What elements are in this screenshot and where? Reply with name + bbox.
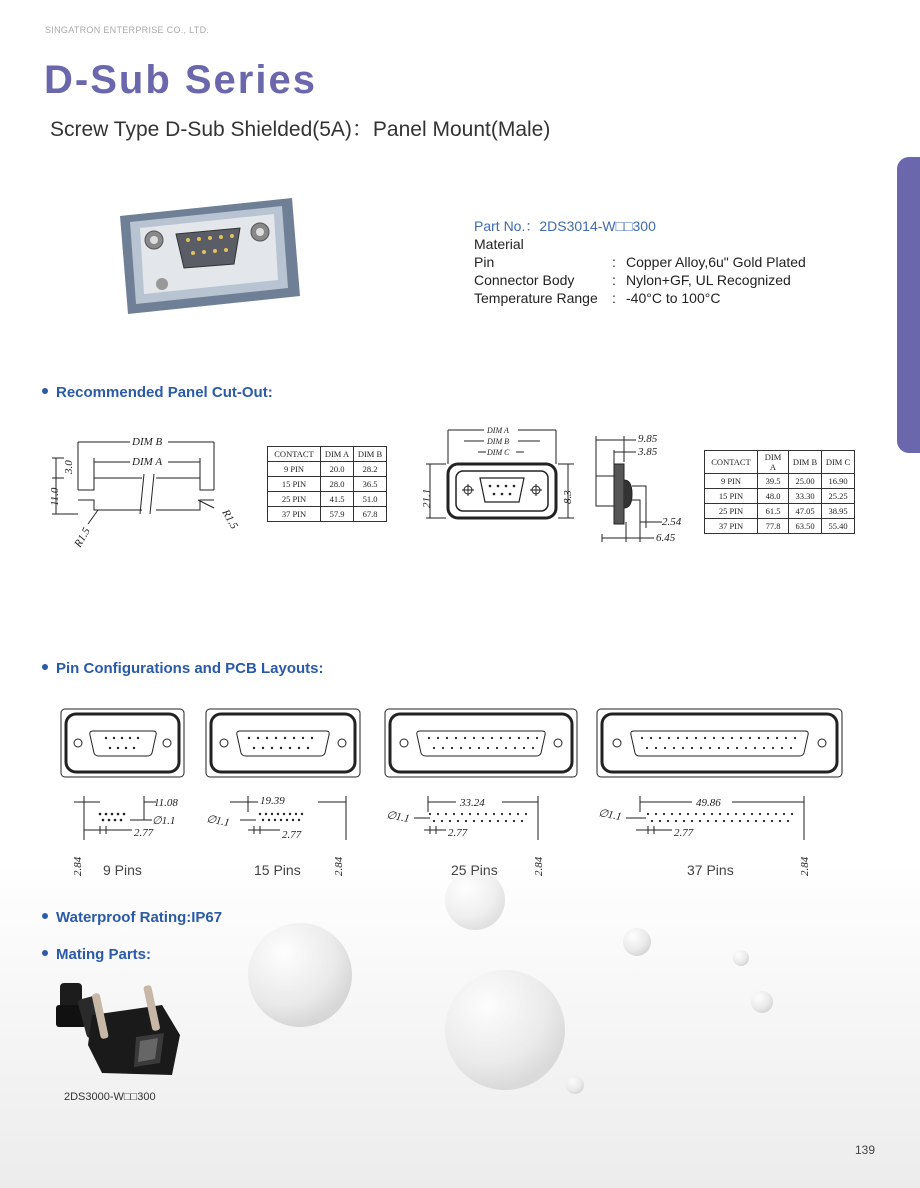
table-header-row	[705, 451, 855, 474]
table-cell: 38.95	[822, 504, 855, 519]
front-inner-height-label: 8.3	[562, 490, 574, 504]
pcb-9-pitch: 2.77	[134, 827, 154, 839]
side-dim-6-45: 6.45	[656, 532, 676, 544]
bullet-icon	[42, 950, 48, 956]
bullet-icon	[42, 664, 48, 670]
dim-3-label: 3.0	[63, 460, 75, 474]
pcb-9-row: 2.84	[72, 856, 84, 876]
section-mating	[42, 946, 151, 963]
pcb-37-pitch: 2.77	[674, 827, 694, 839]
pin-label-15: 15 Pins	[254, 862, 301, 878]
material-heading: Material	[474, 236, 524, 252]
table-row	[268, 477, 387, 492]
table-cell: 41.5	[321, 492, 354, 507]
pin-layout-15	[205, 708, 361, 783]
section-pin-config	[42, 660, 324, 677]
pcb-25-pitch: 2.77	[448, 827, 468, 839]
table-cell: 37 PIN	[705, 519, 758, 534]
section-pin-config-label: Pin Configurations and PCB Layouts:	[56, 660, 324, 677]
section-waterproof	[42, 909, 222, 926]
table-cell: 25 PIN	[268, 492, 321, 507]
spec-row	[474, 253, 806, 271]
section-cutout	[42, 384, 273, 401]
shell-25pin	[384, 708, 578, 778]
spec-row	[474, 271, 806, 289]
bullet-icon	[42, 388, 48, 394]
table-cell: 28.0	[321, 477, 354, 492]
table-header: CONTACT	[705, 451, 758, 474]
spec-key: Connector Body	[474, 272, 575, 288]
table-row	[705, 489, 855, 504]
side-dim-2-54: 2.54	[662, 516, 682, 528]
front-dim-b: DIM B	[487, 437, 509, 446]
table-row	[705, 519, 855, 534]
spec-key: Temperature Range	[474, 290, 598, 306]
spec-row	[474, 289, 806, 307]
part-number: Part No.：2DS3014-W□□300	[474, 218, 656, 234]
connector-photo	[110, 188, 310, 318]
dim-a-label: DIM A	[132, 456, 163, 468]
table-header: DIM A	[321, 447, 354, 462]
table-cell: 16.90	[822, 474, 855, 489]
table-cell: 36.5	[354, 477, 387, 492]
shell-9pin	[60, 708, 185, 778]
table-cell: 9 PIN	[268, 462, 321, 477]
table-row	[705, 474, 855, 489]
spec-value: Copper Alloy,6u" Gold Plated	[626, 254, 806, 270]
side-drawing	[582, 428, 694, 546]
table-cell: 39.5	[758, 474, 789, 489]
page-number: 139	[855, 1143, 876, 1157]
table-header: CONTACT	[268, 447, 321, 462]
pcb-15-pitch: 2.77	[282, 829, 302, 841]
table-cell: 63.50	[789, 519, 822, 534]
table-cell: 48.0	[758, 489, 789, 504]
spec-value: Nylon+GF, UL Recognized	[626, 272, 791, 288]
table-header: DIM B	[789, 451, 822, 474]
table-cell: 20.0	[321, 462, 354, 477]
table-row	[268, 462, 387, 477]
pcb-37-row: 2.84	[799, 856, 811, 876]
cutout-drawing	[38, 428, 250, 553]
table-cell: 15 PIN	[268, 477, 321, 492]
table-row	[705, 504, 855, 519]
pin-label-9: 9 Pins	[103, 862, 142, 878]
table-header: DIM A	[758, 451, 789, 474]
side-dim-9-85: 9.85	[638, 433, 658, 445]
pcb-37-hole: ∅1.1	[597, 807, 623, 824]
pcb-9-width: 11.08	[154, 797, 178, 809]
shell-37pin	[596, 708, 843, 778]
spec-colon: :	[612, 272, 616, 288]
table-cell: 55.40	[822, 519, 855, 534]
spec-key: Pin	[474, 254, 495, 270]
table-cell: 28.2	[354, 462, 387, 477]
table-cell: 67.8	[354, 507, 387, 522]
pcb-25-hole: ∅1.1	[385, 809, 411, 826]
spec-colon: :	[612, 290, 616, 306]
dim-b-label: DIM B	[132, 436, 163, 448]
table-cell: 25.00	[789, 474, 822, 489]
pcb-15-hole: ∅1.1	[205, 813, 231, 830]
radius-left-label: R1.5	[72, 525, 93, 550]
dim-11-label: 11.0	[49, 487, 61, 506]
pin-label-25: 25 Pins	[451, 862, 498, 878]
side-tab	[897, 157, 920, 453]
front-drawing	[418, 424, 578, 524]
table-header: DIM C	[822, 451, 855, 474]
table-header: DIM B	[354, 447, 387, 462]
table-header-row	[268, 447, 387, 462]
pcb-25-width: 33.24	[460, 797, 485, 809]
table-cell: 61.5	[758, 504, 789, 519]
company-name: SINGATRON ENTERPRISE CO., LTD.	[45, 25, 210, 35]
pcb-15-width: 19.39	[260, 795, 285, 807]
bullet-icon	[42, 913, 48, 919]
front-dim-c: DIM C	[487, 448, 510, 457]
section-waterproof-label: Waterproof Rating:IP67	[56, 909, 223, 926]
table-cell: 9 PIN	[705, 474, 758, 489]
table-row	[268, 507, 387, 522]
table-cell: 77.8	[758, 519, 789, 534]
dimension-table	[704, 450, 855, 534]
table-cell: 33.30	[789, 489, 822, 504]
pin-label-37: 37 Pins	[687, 862, 734, 878]
cutout-table	[267, 446, 387, 522]
front-height-label: 21.1	[421, 488, 433, 508]
table-cell: 37 PIN	[268, 507, 321, 522]
pin-layout-37	[596, 708, 843, 783]
spec-value: -40°C to 100°C	[626, 290, 721, 306]
page-subtitle: Screw Type D-Sub Shielded(5A)：Panel Mount(Male)	[50, 118, 551, 141]
front-dim-a: DIM A	[487, 426, 509, 435]
table-cell: 47.05	[789, 504, 822, 519]
table-cell: 51.0	[354, 492, 387, 507]
spec-block	[474, 217, 806, 307]
page-title: D-Sub Series	[44, 58, 317, 102]
section-mating-label: Mating Parts:	[56, 946, 152, 963]
mating-part-photo	[52, 975, 192, 1085]
table-cell: 57.9	[321, 507, 354, 522]
pin-layout-25	[384, 708, 578, 783]
radius-right-label: R1.5	[219, 507, 241, 532]
shell-15pin	[205, 708, 361, 778]
pin-layout-9	[60, 708, 185, 783]
spec-colon: :	[612, 254, 616, 270]
pcb-15-row: 2.84	[333, 856, 345, 876]
side-dim-3-85: 3.85	[638, 446, 658, 458]
table-row	[268, 492, 387, 507]
table-cell: 25 PIN	[705, 504, 758, 519]
pcb-25-row: 2.84	[533, 856, 545, 876]
mating-part-number: 2DS3000-W□□300	[64, 1091, 156, 1103]
table-cell: 25.25	[822, 489, 855, 504]
pcb-37-width: 49.86	[696, 797, 721, 809]
section-cutout-label: Recommended Panel Cut-Out:	[56, 384, 273, 401]
pcb-9-hole: ∅1.1	[152, 815, 176, 827]
table-cell: 15 PIN	[705, 489, 758, 504]
